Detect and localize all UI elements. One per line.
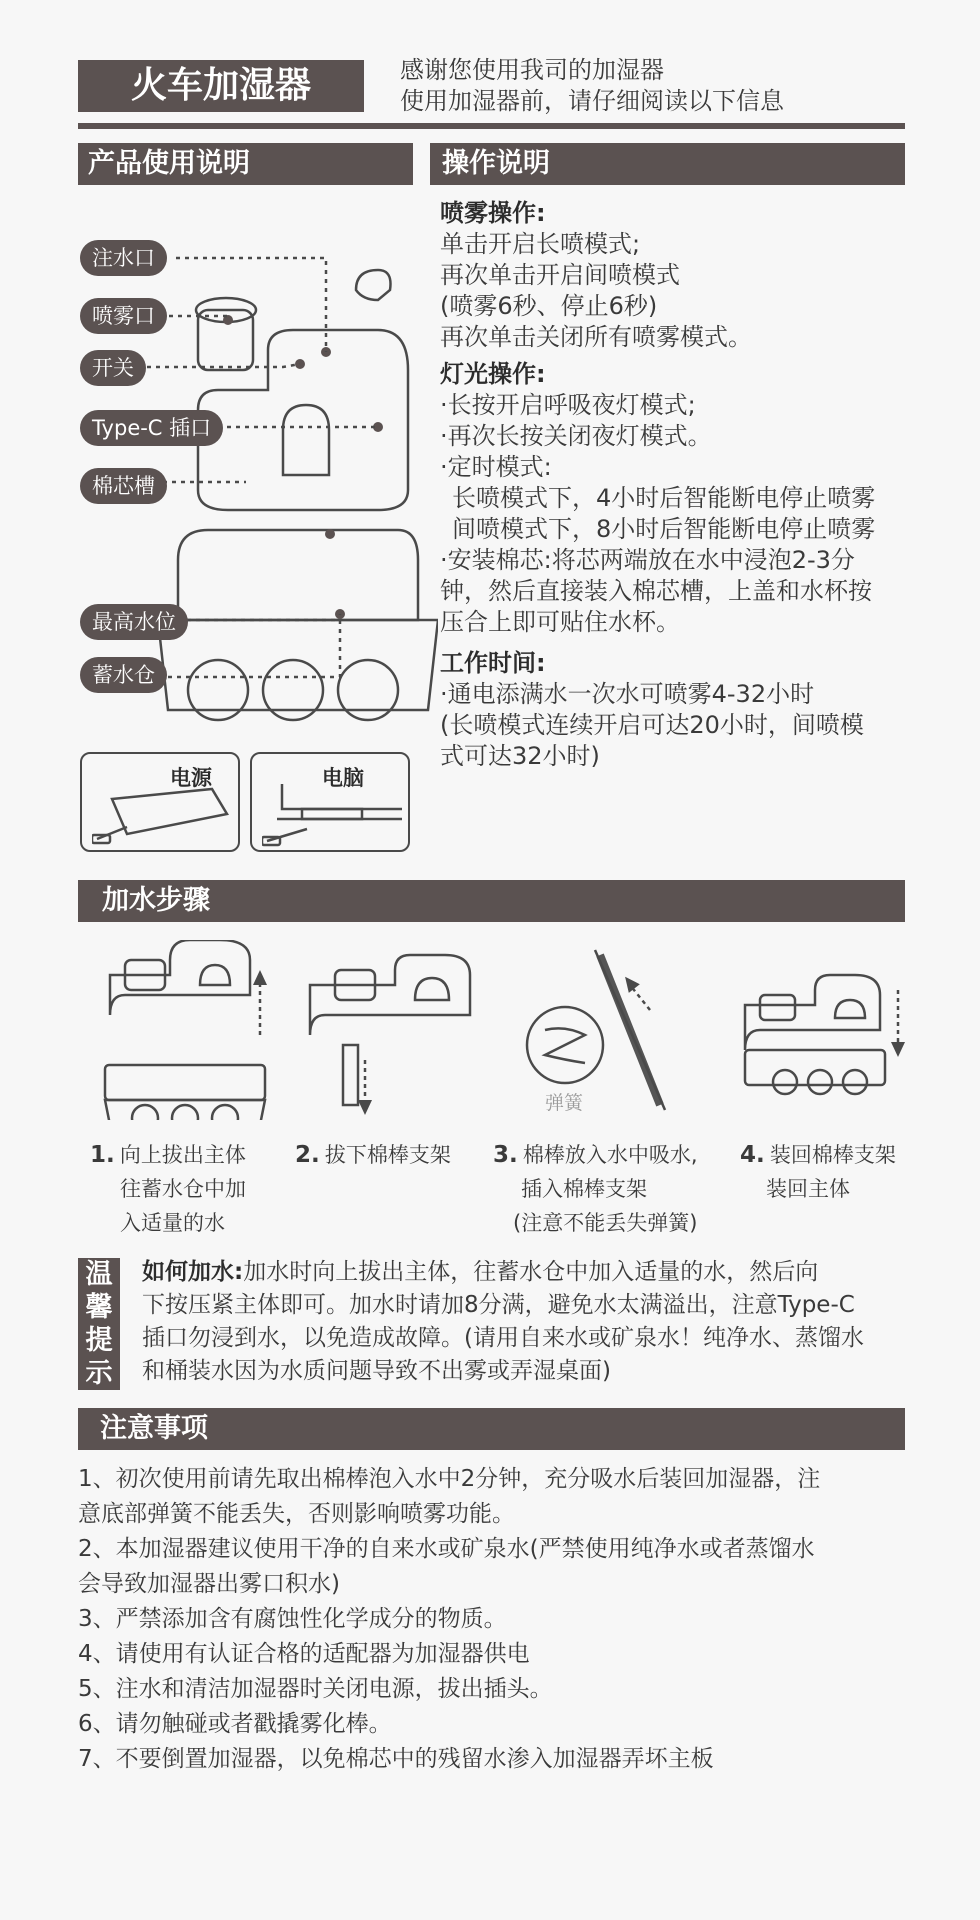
label-spray-port: 喷雾口 bbox=[80, 298, 167, 334]
step-3 bbox=[493, 1138, 698, 1240]
spring-label: 弹簧 bbox=[545, 1092, 584, 1114]
note-line: 5、注水和清洁加湿器时关闭电源，拔出插头。 bbox=[78, 1676, 553, 1702]
step-text: 入适量的水 bbox=[120, 1211, 225, 1235]
computer-box bbox=[250, 752, 410, 852]
step-number: 1. bbox=[90, 1142, 115, 1168]
worktime-line: (长喷模式连续开启可达20小时，间喷模 bbox=[440, 711, 864, 739]
tip-line: 和桶装水因为水质问题导致不出雾或弄湿桌面) bbox=[142, 1358, 611, 1384]
notes-section-title: 注意事项 bbox=[78, 1408, 905, 1450]
spray-line: 再次单击关闭所有喷雾模式。 bbox=[440, 323, 752, 351]
label-fill-port: 注水口 bbox=[80, 240, 167, 276]
tip-line: 下按压紧主体即可。加水时请加8分满，避免水太满溢出，注意Type-C bbox=[142, 1292, 855, 1318]
step-4 bbox=[740, 1138, 896, 1206]
page-title: 火车加湿器 bbox=[78, 60, 364, 112]
spray-line: 再次单击开启间喷模式 bbox=[440, 261, 680, 289]
notes-list bbox=[78, 1462, 908, 1777]
tip-badge-char: 温 bbox=[85, 1259, 113, 1290]
step-number: 3. bbox=[493, 1142, 518, 1168]
read-notice-text: 使用加湿器前，请仔细阅读以下信息 bbox=[400, 87, 784, 115]
worktime-line: ·通电添满水一次水可喷雾4-32小时 bbox=[440, 680, 815, 708]
step-4-illustration bbox=[740, 970, 910, 1100]
tip-text bbox=[142, 1256, 912, 1388]
light-line: ·长按开启呼吸夜灯模式; bbox=[440, 391, 696, 419]
label-switch: 开关 bbox=[80, 350, 146, 386]
note-line: 1、初次使用前请先取出棉棒泡入水中2分钟，充分吸水后装回加湿器，注 bbox=[78, 1466, 821, 1492]
note-line: 会导致加湿器出雾口积水) bbox=[78, 1571, 340, 1597]
tip-badge-char: 提 bbox=[85, 1325, 113, 1356]
tip-badge-char: 示 bbox=[85, 1358, 113, 1389]
light-heading: 灯光操作: bbox=[440, 360, 546, 388]
light-line: ·安装棉芯:将芯两端放在水中浸泡2-3分 bbox=[440, 546, 855, 574]
light-line: ·再次长按关闭夜灯模式。 bbox=[440, 422, 712, 450]
power-label: 电源 bbox=[170, 766, 212, 790]
light-line: 钟，然后直接装入棉芯槽，上盖和水杯按 bbox=[440, 577, 872, 605]
label-max-water-level: 最高水位 bbox=[80, 604, 188, 640]
thanks-text: 感谢您使用我司的加湿器 bbox=[400, 56, 664, 84]
light-line: ·定时模式: bbox=[440, 453, 552, 481]
operation-instructions bbox=[440, 198, 910, 772]
step-2 bbox=[295, 1138, 451, 1172]
step-1-illustration bbox=[100, 940, 280, 1120]
light-line: 间喷模式下，8小时后智能断电停止喷雾 bbox=[452, 515, 876, 543]
label-type-c-port: Type-C 插口 bbox=[80, 410, 223, 446]
tip-heading: 如何加水: bbox=[142, 1259, 244, 1285]
step-number: 2. bbox=[295, 1142, 320, 1168]
worktime-line: 式可达32小时) bbox=[440, 742, 600, 770]
note-line: 6、请勿触碰或者戳撬雾化棒。 bbox=[78, 1711, 392, 1737]
tip-badge-char: 馨 bbox=[85, 1292, 113, 1323]
note-line: 7、不要倒置加湿器，以免棉芯中的残留水渗入加湿器弄坏主板 bbox=[78, 1746, 714, 1772]
step-2-illustration bbox=[305, 940, 485, 1120]
step-text: 棉棒放入水中吸水, bbox=[522, 1143, 698, 1167]
step-text: 拔下棉棒支架 bbox=[324, 1143, 451, 1167]
step-text: 插入棉棒支架 bbox=[521, 1177, 647, 1201]
tip-line: 加水时向上拔出主体，往蓄水仓中加入适量的水，然后向 bbox=[243, 1259, 819, 1285]
tip-badge bbox=[78, 1258, 120, 1390]
tip-line: 插口勿浸到水，以免造成故障。(请用自来水或矿泉水！纯净水、蒸馏水 bbox=[142, 1325, 864, 1351]
note-line: 意底部弹簧不能丢失，否则影响喷雾功能。 bbox=[78, 1501, 515, 1527]
note-line: 2、本加湿器建议使用干净的自来水或矿泉水(严禁使用纯净水或者蒸馏水 bbox=[78, 1536, 815, 1562]
light-line: 长喷模式下，4小时后智能断电停止喷雾 bbox=[452, 484, 876, 512]
worktime-heading: 工作时间: bbox=[440, 649, 546, 677]
operation-section-title: 操作说明 bbox=[430, 143, 905, 185]
spray-line: 单击开启长喷模式; bbox=[440, 230, 641, 258]
spray-heading: 喷雾操作: bbox=[440, 199, 546, 227]
step-text: 装回棉棒支架 bbox=[769, 1143, 896, 1167]
computer-icon bbox=[262, 779, 402, 849]
spray-line: (喷雾6秒、停止6秒) bbox=[440, 292, 658, 320]
step-1 bbox=[90, 1138, 246, 1240]
label-water-tank: 蓄水仓 bbox=[80, 657, 167, 693]
note-line: 4、请使用有认证合格的适配器为加湿器供电 bbox=[78, 1641, 530, 1667]
note-line: 3、严禁添加含有腐蚀性化学成分的物质。 bbox=[78, 1606, 507, 1632]
computer-label: 电脑 bbox=[322, 766, 364, 790]
step-text: 向上拔出主体 bbox=[119, 1143, 246, 1167]
power-source-box bbox=[80, 752, 240, 852]
step-text: (注意不能丢失弹簧) bbox=[513, 1211, 698, 1235]
step-number: 4. bbox=[740, 1142, 765, 1168]
power-bank-icon bbox=[92, 779, 232, 849]
step-text: 装回主体 bbox=[766, 1177, 850, 1201]
label-wick-slot: 棉芯槽 bbox=[80, 468, 167, 504]
water-section-title: 加水步骤 bbox=[78, 880, 905, 922]
step-text: 往蓄水仓中加 bbox=[120, 1177, 246, 1201]
product-section-title: 产品使用说明 bbox=[78, 143, 413, 185]
light-line: 压合上即可贴住水杯。 bbox=[440, 608, 680, 636]
header-divider bbox=[78, 123, 905, 129]
